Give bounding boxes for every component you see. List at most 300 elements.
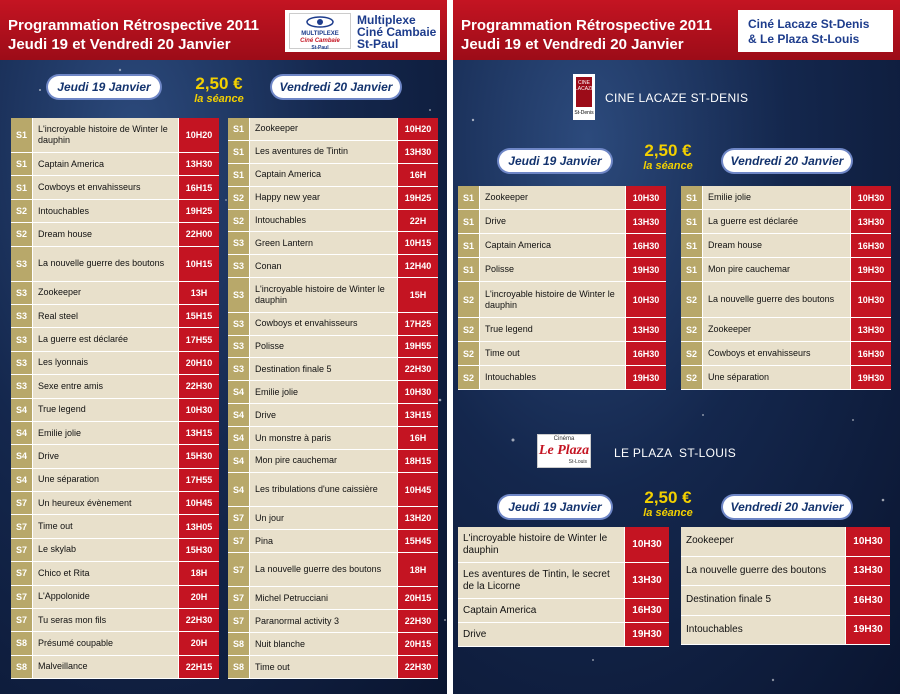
film-title: Une séparation bbox=[33, 469, 179, 491]
schedule-row bbox=[228, 656, 438, 679]
film-title: Emilie jolie bbox=[703, 186, 851, 209]
film-title: Intouchables bbox=[681, 616, 846, 645]
film-title: Les lyonnais bbox=[33, 352, 179, 374]
schedule-row bbox=[681, 282, 891, 318]
showtime: 16H15 bbox=[179, 176, 219, 198]
showtime: 20H15 bbox=[398, 587, 438, 609]
showtime: 18H15 bbox=[398, 450, 438, 472]
showtime: 19H25 bbox=[398, 187, 438, 209]
screen-number: S7 bbox=[11, 492, 33, 514]
screen-number: S2 bbox=[228, 210, 250, 232]
showtime: 13H30 bbox=[846, 557, 890, 586]
showtime: 16H bbox=[398, 164, 438, 186]
schedule-row bbox=[11, 445, 219, 468]
screen-number: S4 bbox=[11, 399, 33, 421]
schedule-row bbox=[228, 118, 438, 141]
schedule-row bbox=[681, 557, 890, 587]
schedule-row bbox=[458, 210, 666, 234]
schedule-row bbox=[681, 342, 891, 366]
screen-number: S1 bbox=[228, 141, 250, 163]
screen-number: S3 bbox=[11, 305, 33, 327]
screen-number: S1 bbox=[11, 176, 33, 198]
schedule-row bbox=[228, 232, 438, 255]
showtime: 15H30 bbox=[179, 445, 219, 467]
schedule-row bbox=[458, 366, 666, 390]
lacaze-friday-table bbox=[681, 186, 891, 390]
film-title: Pina bbox=[250, 530, 398, 552]
film-title: La nouvelle guerre des boutons bbox=[681, 557, 846, 586]
schedule-row bbox=[228, 427, 438, 450]
film-title: Cowboys et envahisseurs bbox=[33, 176, 179, 198]
film-title: Green Lantern bbox=[250, 232, 398, 254]
film-title: Destination finale 5 bbox=[681, 586, 846, 615]
film-title: L'incroyable histoire de Winter le dauphin bbox=[458, 527, 625, 562]
screen-number: S3 bbox=[11, 247, 33, 281]
screen-number: S4 bbox=[228, 404, 250, 426]
screen-number: S7 bbox=[228, 507, 250, 529]
showtime: 17H55 bbox=[179, 328, 219, 350]
right-header-title: Programmation Rétrospective 2011 bbox=[461, 17, 712, 34]
showtime: 18H bbox=[179, 562, 219, 584]
showtime: 10H30 bbox=[851, 282, 891, 317]
schedule-row bbox=[11, 200, 219, 223]
schedule-row bbox=[11, 305, 219, 328]
plaza-price bbox=[634, 489, 702, 519]
showtime: 13H30 bbox=[179, 153, 219, 175]
showtime: 17H25 bbox=[398, 313, 438, 335]
schedule-row bbox=[228, 507, 438, 530]
screen-number: S3 bbox=[228, 255, 250, 277]
film-title: Captain America bbox=[458, 599, 625, 622]
screen-number: S3 bbox=[228, 278, 250, 311]
film-title: Captain America bbox=[480, 234, 626, 257]
showtime: 19H30 bbox=[851, 366, 891, 389]
screen-number: S7 bbox=[228, 530, 250, 552]
film-title: Tu seras mon fils bbox=[33, 609, 179, 631]
schedule-row bbox=[228, 530, 438, 553]
schedule-row bbox=[228, 404, 438, 427]
film-title: True legend bbox=[33, 399, 179, 421]
plaza-logo-top: Cinéma bbox=[553, 436, 575, 442]
plaza-thursday-label: Jeudi 19 Janvier bbox=[499, 496, 611, 518]
plaza-logo bbox=[537, 434, 591, 468]
schedule-row bbox=[228, 141, 438, 164]
showtime: 20H bbox=[179, 586, 219, 608]
screen-number: S1 bbox=[11, 118, 33, 152]
film-title: Intouchables bbox=[250, 210, 398, 232]
lacaze-logo bbox=[573, 74, 595, 120]
film-title: Drive bbox=[250, 404, 398, 426]
film-title: Zookeeper bbox=[681, 527, 846, 556]
showtime: 12H40 bbox=[398, 255, 438, 277]
screen-number: S3 bbox=[11, 352, 33, 374]
left-thursday-label: Jeudi 19 Janvier bbox=[48, 76, 160, 98]
screen-number: S2 bbox=[681, 318, 703, 341]
showtime: 13H20 bbox=[398, 507, 438, 529]
showtime: 15H30 bbox=[179, 539, 219, 561]
film-title: Emilie jolie bbox=[33, 422, 179, 444]
cambaie-line1: Multiplexe bbox=[357, 13, 416, 27]
lacaze-logo-sub: St-Denis bbox=[574, 110, 594, 116]
showtime: 19H30 bbox=[846, 616, 890, 645]
left-thursday-table bbox=[11, 118, 219, 679]
showtime: 22H30 bbox=[398, 358, 438, 380]
plaza-friday-label: Vendredi 20 Janvier bbox=[723, 496, 851, 518]
schedule-row bbox=[228, 210, 438, 233]
schedule-row bbox=[11, 375, 219, 398]
film-title: Cowboys et envahisseurs bbox=[703, 342, 851, 365]
left-friday-label: Vendredi 20 Janvier bbox=[272, 76, 400, 98]
schedule-row bbox=[458, 623, 669, 647]
showtime: 10H30 bbox=[625, 527, 669, 562]
schedule-row bbox=[228, 587, 438, 610]
film-title: Un heureux évènement bbox=[33, 492, 179, 514]
schedule-row bbox=[458, 527, 669, 563]
film-title: Les aventures de Tintin bbox=[250, 141, 398, 163]
screen-number: S1 bbox=[681, 234, 703, 257]
screen-number: S8 bbox=[11, 632, 33, 654]
film-title: Emilie jolie bbox=[250, 381, 398, 403]
plaza-title: LE PLAZA ST-LOUIS bbox=[614, 446, 737, 460]
showtime: 10H15 bbox=[179, 247, 219, 281]
left-header bbox=[0, 0, 447, 60]
schedule-row bbox=[228, 381, 438, 404]
showtime: 13H30 bbox=[626, 210, 666, 233]
film-title: Time out bbox=[33, 515, 179, 537]
screen-number: S1 bbox=[681, 210, 703, 233]
showtime: 13H bbox=[179, 282, 219, 304]
showtime: 16H30 bbox=[626, 342, 666, 365]
film-title: Zookeeper bbox=[703, 318, 851, 341]
showtime: 10H15 bbox=[398, 232, 438, 254]
screen-number: S1 bbox=[228, 164, 250, 186]
right-header-subtitle: Jeudi 19 et Vendredi 20 Janvier bbox=[461, 36, 684, 53]
left-friday-table bbox=[228, 118, 438, 679]
left-header-subtitle: Jeudi 19 et Vendredi 20 Janvier bbox=[8, 36, 231, 53]
showtime: 22H00 bbox=[179, 223, 219, 245]
schedule-row bbox=[681, 586, 890, 616]
film-title: Un jour bbox=[250, 507, 398, 529]
screen-number: S3 bbox=[11, 328, 33, 350]
film-title: La nouvelle guerre des boutons bbox=[250, 553, 398, 586]
film-title: L'Appolonide bbox=[33, 586, 179, 608]
schedule-row bbox=[11, 609, 219, 632]
film-title: L'incroyable histoire de Winter le dauphin bbox=[250, 278, 398, 311]
film-title: Mon pire cauchemar bbox=[703, 258, 851, 281]
lacaze-price bbox=[634, 142, 702, 172]
lacaze-price-sub: la séance bbox=[643, 160, 693, 172]
schedule-row bbox=[11, 247, 219, 282]
lacaze-thursday-table bbox=[458, 186, 666, 390]
film-title: Les tribulations d'une caissière bbox=[250, 473, 398, 506]
schedule-row bbox=[681, 616, 890, 646]
screen-number: S3 bbox=[228, 358, 250, 380]
screen-number: S2 bbox=[228, 187, 250, 209]
screen-number: S7 bbox=[11, 562, 33, 584]
screen-number: S1 bbox=[681, 258, 703, 281]
screen-number: S7 bbox=[228, 610, 250, 632]
film-title: Cowboys et envahisseurs bbox=[250, 313, 398, 335]
showtime: 15H bbox=[398, 278, 438, 311]
screen-number: S3 bbox=[228, 336, 250, 358]
screen-number: S8 bbox=[11, 656, 33, 678]
film-title: Intouchables bbox=[33, 200, 179, 222]
film-title: Malveillance bbox=[33, 656, 179, 678]
screen-number: S4 bbox=[228, 450, 250, 472]
showtime: 10H30 bbox=[179, 399, 219, 421]
screen-number: S1 bbox=[458, 234, 480, 257]
showtime: 22H bbox=[398, 210, 438, 232]
film-title: Drive bbox=[458, 623, 625, 646]
schedule-row bbox=[458, 282, 666, 318]
screen-number: S2 bbox=[458, 366, 480, 389]
schedule-row bbox=[11, 223, 219, 246]
showtime: 18H bbox=[398, 553, 438, 586]
cambaie-box bbox=[285, 10, 440, 52]
schedule-row bbox=[11, 328, 219, 351]
cambaie-logo-text: MULTIPLEXE bbox=[301, 31, 339, 37]
screen-number: S1 bbox=[681, 186, 703, 209]
film-title: Polisse bbox=[480, 258, 626, 281]
schedule-row bbox=[458, 342, 666, 366]
plaza-thursday-table bbox=[458, 527, 669, 647]
showtime: 10H20 bbox=[179, 118, 219, 152]
showtime: 10H30 bbox=[846, 527, 890, 556]
schedule-row bbox=[681, 258, 891, 282]
showtime: 13H15 bbox=[398, 404, 438, 426]
plaza-price-value: 2,50 € bbox=[644, 488, 692, 507]
film-title: Time out bbox=[480, 342, 626, 365]
showtime: 15H45 bbox=[398, 530, 438, 552]
showtime: 19H30 bbox=[626, 258, 666, 281]
schedule-row bbox=[11, 469, 219, 492]
schedule-row bbox=[458, 599, 669, 623]
cambaie-line2: Ciné Cambaie bbox=[357, 25, 437, 39]
showtime: 19H55 bbox=[398, 336, 438, 358]
showtime: 19H30 bbox=[626, 366, 666, 389]
showtime: 10H45 bbox=[179, 492, 219, 514]
showtime: 22H15 bbox=[179, 656, 219, 678]
showtime: 16H bbox=[398, 427, 438, 449]
showtime: 10H30 bbox=[851, 186, 891, 209]
film-title: La guerre est déclarée bbox=[33, 328, 179, 350]
showtime: 16H30 bbox=[851, 234, 891, 257]
screen-number: S2 bbox=[11, 223, 33, 245]
schedule-row bbox=[228, 336, 438, 359]
screen-number: S4 bbox=[11, 422, 33, 444]
schedule-row bbox=[228, 610, 438, 633]
schedule-row bbox=[458, 186, 666, 210]
film-title: True legend bbox=[480, 318, 626, 341]
screen-number: S7 bbox=[11, 515, 33, 537]
showtime: 16H30 bbox=[846, 586, 890, 615]
film-title: Conan bbox=[250, 255, 398, 277]
plaza-friday-table bbox=[681, 527, 890, 645]
film-title: Drive bbox=[33, 445, 179, 467]
film-title: Intouchables bbox=[480, 366, 626, 389]
film-title: Polisse bbox=[250, 336, 398, 358]
plaza-price-sub: la séance bbox=[643, 507, 693, 519]
showtime: 10H30 bbox=[398, 381, 438, 403]
right-cinema-box bbox=[738, 10, 893, 52]
lacaze-thursday-label: Jeudi 19 Janvier bbox=[499, 150, 611, 172]
schedule-row bbox=[228, 164, 438, 187]
schedule-row bbox=[228, 553, 438, 587]
cambaie-logo bbox=[289, 13, 351, 49]
lacaze-logo-text: CINE LACAZE bbox=[575, 80, 595, 92]
film-title: L'incroyable histoire de Winter le dauphin bbox=[480, 282, 626, 317]
eye-logo-icon bbox=[305, 16, 335, 28]
plaza-logo-main: Le Plaza bbox=[538, 443, 590, 458]
screen-number: S2 bbox=[11, 200, 33, 222]
schedule-row bbox=[458, 318, 666, 342]
lacaze-title: CINE LACAZE ST-DENIS bbox=[605, 91, 749, 105]
screen-number: S1 bbox=[458, 186, 480, 209]
lacaze-friday-label: Vendredi 20 Janvier bbox=[723, 150, 851, 172]
film-title: Paranormal activity 3 bbox=[250, 610, 398, 632]
film-title: Les aventures de Tintin, le secret de la Licorne bbox=[458, 563, 625, 598]
screen-number: S2 bbox=[458, 282, 480, 317]
screen-number: S2 bbox=[681, 282, 703, 317]
film-title: La nouvelle guerre des boutons bbox=[703, 282, 851, 317]
left-header-title: Programmation Rétrospective 2011 bbox=[8, 17, 259, 34]
cambaie-logo-small: St-Paul bbox=[311, 45, 329, 51]
film-title: Destination finale 5 bbox=[250, 358, 398, 380]
film-title: La guerre est déclarée bbox=[703, 210, 851, 233]
screen-number: S3 bbox=[228, 232, 250, 254]
schedule-row bbox=[458, 563, 669, 599]
showtime: 13H30 bbox=[625, 563, 669, 598]
film-title: Une séparation bbox=[703, 366, 851, 389]
film-title: Time out bbox=[250, 656, 398, 678]
showtime: 10H30 bbox=[626, 282, 666, 317]
schedule-row bbox=[11, 352, 219, 375]
schedule-row bbox=[11, 282, 219, 305]
showtime: 13H30 bbox=[851, 318, 891, 341]
film-title: La nouvelle guerre des boutons bbox=[33, 247, 179, 281]
showtime: 20H bbox=[179, 632, 219, 654]
right-header bbox=[453, 0, 900, 60]
showtime: 13H30 bbox=[851, 210, 891, 233]
showtime: 19H30 bbox=[625, 623, 669, 646]
schedule-row bbox=[11, 539, 219, 562]
right-cinema-line1: Ciné Lacaze St-Denis bbox=[748, 17, 870, 31]
film-title: Drive bbox=[480, 210, 626, 233]
schedule-row bbox=[681, 527, 890, 557]
schedule-row bbox=[11, 562, 219, 585]
screen-number: S3 bbox=[11, 282, 33, 304]
schedule-row bbox=[11, 118, 219, 153]
schedule-row bbox=[11, 515, 219, 538]
schedule-row bbox=[11, 153, 219, 176]
schedule-row bbox=[228, 358, 438, 381]
showtime: 20H15 bbox=[398, 633, 438, 655]
film-title: Happy new year bbox=[250, 187, 398, 209]
showtime: 22H30 bbox=[179, 375, 219, 397]
film-title: Captain America bbox=[33, 153, 179, 175]
screen-number: S3 bbox=[11, 375, 33, 397]
film-title: Zookeeper bbox=[250, 118, 398, 140]
schedule-row bbox=[11, 632, 219, 655]
schedule-row bbox=[228, 473, 438, 507]
left-price-sub: la séance bbox=[194, 93, 244, 105]
left-panel bbox=[0, 0, 447, 694]
screen-number: S2 bbox=[681, 366, 703, 389]
film-title: Zookeeper bbox=[480, 186, 626, 209]
showtime: 16H30 bbox=[625, 599, 669, 622]
film-title: Présumé coupable bbox=[33, 632, 179, 654]
schedule-row bbox=[458, 234, 666, 258]
screen-number: S1 bbox=[11, 153, 33, 175]
showtime: 13H30 bbox=[626, 318, 666, 341]
schedule-row bbox=[458, 258, 666, 282]
schedule-row bbox=[228, 255, 438, 278]
showtime: 13H30 bbox=[398, 141, 438, 163]
showtime: 19H25 bbox=[179, 200, 219, 222]
schedule-row bbox=[11, 656, 219, 679]
screen-number: S2 bbox=[458, 342, 480, 365]
showtime: 16H30 bbox=[851, 342, 891, 365]
schedule-row bbox=[681, 210, 891, 234]
screen-number: S2 bbox=[458, 318, 480, 341]
screen-number: S1 bbox=[228, 118, 250, 140]
screen-number: S4 bbox=[228, 427, 250, 449]
screen-number: S1 bbox=[458, 210, 480, 233]
screen-number: S7 bbox=[228, 587, 250, 609]
showtime: 22H30 bbox=[398, 656, 438, 678]
screen-number: S4 bbox=[11, 469, 33, 491]
film-title: Sexe entre amis bbox=[33, 375, 179, 397]
showtime: 17H55 bbox=[179, 469, 219, 491]
showtime: 15H15 bbox=[179, 305, 219, 327]
screen-number: S4 bbox=[11, 445, 33, 467]
film-title: L'incroyable histoire de Winter le dauphin bbox=[33, 118, 179, 152]
schedule-row bbox=[11, 586, 219, 609]
showtime: 22H30 bbox=[179, 609, 219, 631]
showtime: 22H30 bbox=[398, 610, 438, 632]
showtime: 13H15 bbox=[179, 422, 219, 444]
showtime: 13H05 bbox=[179, 515, 219, 537]
schedule-row bbox=[11, 422, 219, 445]
film-title: Chico et Rita bbox=[33, 562, 179, 584]
schedule-row bbox=[681, 366, 891, 390]
schedule-row bbox=[228, 313, 438, 336]
film-title: Mon pire cauchemar bbox=[250, 450, 398, 472]
screen-number: S7 bbox=[11, 586, 33, 608]
cambaie-line3: St-Paul bbox=[357, 37, 399, 51]
schedule-row bbox=[681, 234, 891, 258]
schedule-row bbox=[11, 492, 219, 515]
left-price bbox=[185, 75, 253, 105]
cambaie-logo-sub: Ciné Cambaie bbox=[300, 38, 340, 44]
film-title: Real steel bbox=[33, 305, 179, 327]
lacaze-price-value: 2,50 € bbox=[644, 141, 692, 160]
film-title: Zookeeper bbox=[33, 282, 179, 304]
film-title: Le skylab bbox=[33, 539, 179, 561]
screen-number: S8 bbox=[228, 633, 250, 655]
film-title: Dream house bbox=[703, 234, 851, 257]
screen-number: S4 bbox=[228, 381, 250, 403]
schedule-row bbox=[228, 278, 438, 312]
screen-number: S7 bbox=[11, 609, 33, 631]
screen-number: S3 bbox=[228, 313, 250, 335]
right-cinema-line2: & Le Plaza St-Louis bbox=[748, 32, 860, 46]
screen-number: S2 bbox=[681, 342, 703, 365]
showtime: 20H10 bbox=[179, 352, 219, 374]
showtime: 10H45 bbox=[398, 473, 438, 506]
showtime: 16H30 bbox=[626, 234, 666, 257]
film-title: Captain America bbox=[250, 164, 398, 186]
